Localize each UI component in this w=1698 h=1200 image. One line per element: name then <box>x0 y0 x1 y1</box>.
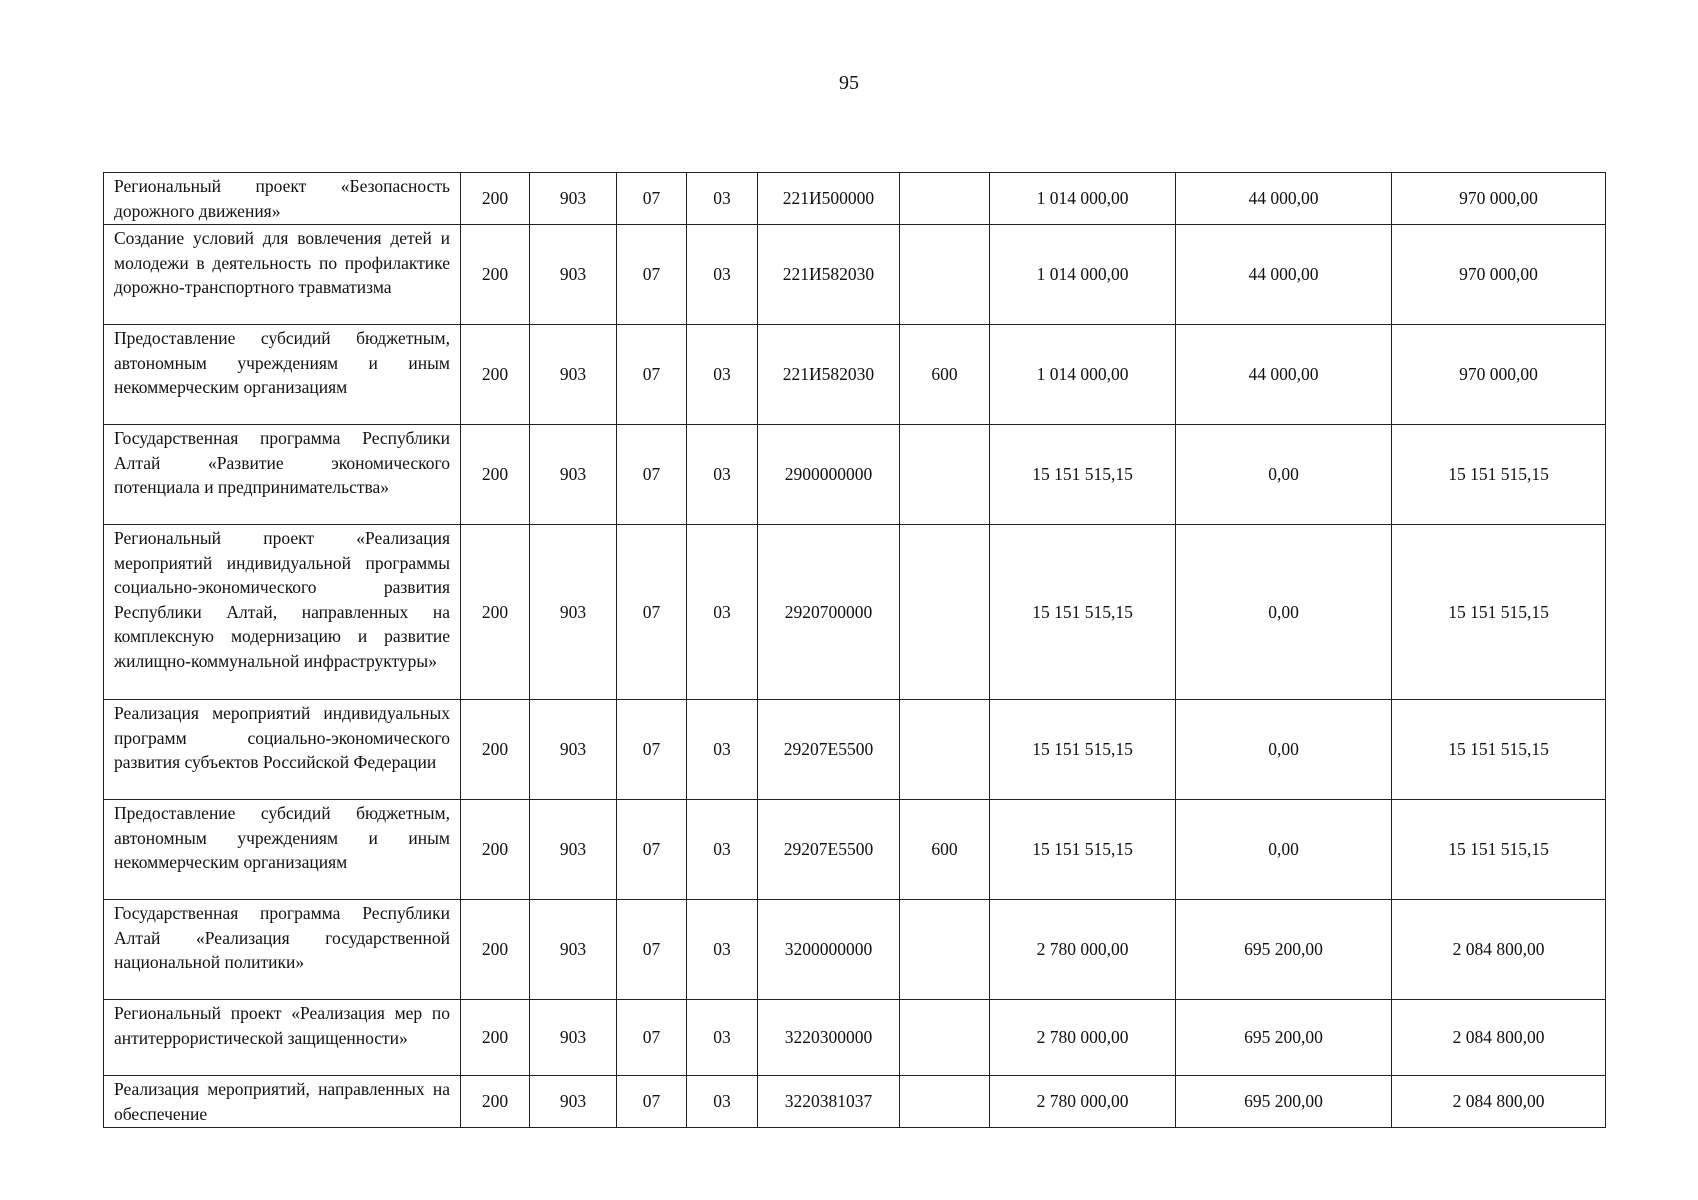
cell-target-article: 3220381037 <box>758 1076 900 1128</box>
budget-table <box>103 172 1606 1128</box>
cell-amount-3: 970 000,00 <box>1392 325 1606 425</box>
cell-expense-type <box>900 900 990 1000</box>
cell-amount-3: 2 084 800,00 <box>1392 1000 1606 1076</box>
cell-target-article: 2920700000 <box>758 525 900 700</box>
cell-subsection: 03 <box>687 900 758 1000</box>
cell-code-903: 903 <box>530 173 617 225</box>
cell-code-200: 200 <box>461 173 530 225</box>
table-row <box>104 225 1606 325</box>
cell-amount-2: 695 200,00 <box>1176 900 1392 1000</box>
cell-expense-type <box>900 1076 990 1128</box>
cell-target-article: 3220300000 <box>758 1000 900 1076</box>
cell-subsection: 03 <box>687 700 758 800</box>
cell-amount-3: 15 151 515,15 <box>1392 800 1606 900</box>
cell-amount-2: 44 000,00 <box>1176 173 1392 225</box>
cell-code-200: 200 <box>461 425 530 525</box>
cell-target-article: 3200000000 <box>758 900 900 1000</box>
cell-subsection: 03 <box>687 425 758 525</box>
cell-code-903: 903 <box>530 900 617 1000</box>
cell-amount-total: 15 151 515,15 <box>990 425 1176 525</box>
cell-section: 07 <box>617 525 687 700</box>
table-row <box>104 1076 1606 1128</box>
cell-code-200: 200 <box>461 700 530 800</box>
cell-subsection: 03 <box>687 173 758 225</box>
cell-section: 07 <box>617 325 687 425</box>
row-description: Государственная программа Республики Алтай «Реализация государственной национальной политики» <box>104 900 461 1000</box>
cell-expense-type <box>900 225 990 325</box>
cell-amount-3: 970 000,00 <box>1392 173 1606 225</box>
table-row <box>104 700 1606 800</box>
cell-code-903: 903 <box>530 1076 617 1128</box>
cell-code-200: 200 <box>461 1000 530 1076</box>
cell-section: 07 <box>617 700 687 800</box>
row-description: Региональный проект «Реализация мероприятий индивидуальной программы социально-экономического развития Республики Алтай, направленных на комплексную модернизацию и развитие жилищно-коммунальной инфраструктуры» <box>104 525 461 700</box>
cell-expense-type <box>900 425 990 525</box>
row-description: Реализация мероприятий индивидуальных программ социально-экономического развития субъектов Российской Федерации <box>104 700 461 800</box>
cell-subsection: 03 <box>687 1000 758 1076</box>
table-row <box>104 525 1606 700</box>
cell-code-200: 200 <box>461 225 530 325</box>
cell-code-903: 903 <box>530 525 617 700</box>
cell-expense-type: 600 <box>900 800 990 900</box>
cell-amount-total: 2 780 000,00 <box>990 1000 1176 1076</box>
cell-code-903: 903 <box>530 800 617 900</box>
cell-amount-total: 15 151 515,15 <box>990 800 1176 900</box>
cell-amount-2: 695 200,00 <box>1176 1000 1392 1076</box>
cell-subsection: 03 <box>687 1076 758 1128</box>
table-row <box>104 800 1606 900</box>
cell-amount-2: 695 200,00 <box>1176 1076 1392 1128</box>
row-description: Создание условий для вовлечения детей и молодежи в деятельность по профилактике дорожно-транспортного травматизма <box>104 225 461 325</box>
cell-target-article: 29207E5500 <box>758 800 900 900</box>
cell-amount-3: 970 000,00 <box>1392 225 1606 325</box>
table-row <box>104 425 1606 525</box>
cell-expense-type <box>900 173 990 225</box>
cell-target-article: 29207E5500 <box>758 700 900 800</box>
cell-expense-type <box>900 525 990 700</box>
row-description: Региональный проект «Реализация мер по антитеррористической защищенности» <box>104 1000 461 1076</box>
cell-target-article: 221И500000 <box>758 173 900 225</box>
row-description: Предоставление субсидий бюджетным, автономным учреждениям и иным некоммерческим организациям <box>104 800 461 900</box>
cell-expense-type <box>900 1000 990 1076</box>
cell-section: 07 <box>617 225 687 325</box>
cell-amount-2: 0,00 <box>1176 525 1392 700</box>
cell-amount-total: 1 014 000,00 <box>990 225 1176 325</box>
cell-code-200: 200 <box>461 1076 530 1128</box>
cell-section: 07 <box>617 900 687 1000</box>
cell-amount-total: 15 151 515,15 <box>990 525 1176 700</box>
cell-code-200: 200 <box>461 800 530 900</box>
cell-code-200: 200 <box>461 525 530 700</box>
cell-amount-3: 2 084 800,00 <box>1392 1076 1606 1128</box>
cell-amount-total: 2 780 000,00 <box>990 1076 1176 1128</box>
cell-target-article: 221И582030 <box>758 225 900 325</box>
row-description: Реализация мероприятий, направленных на обеспечение <box>104 1076 461 1128</box>
cell-amount-total: 15 151 515,15 <box>990 700 1176 800</box>
cell-target-article: 2900000000 <box>758 425 900 525</box>
cell-code-903: 903 <box>530 225 617 325</box>
cell-code-903: 903 <box>530 1000 617 1076</box>
cell-amount-2: 44 000,00 <box>1176 225 1392 325</box>
cell-expense-type: 600 <box>900 325 990 425</box>
row-description: Региональный проект «Безопасность дорожного движения» <box>104 173 461 225</box>
cell-subsection: 03 <box>687 325 758 425</box>
cell-subsection: 03 <box>687 525 758 700</box>
cell-subsection: 03 <box>687 800 758 900</box>
cell-section: 07 <box>617 800 687 900</box>
cell-amount-3: 15 151 515,15 <box>1392 425 1606 525</box>
cell-expense-type <box>900 700 990 800</box>
table-row <box>104 1000 1606 1076</box>
cell-amount-total: 1 014 000,00 <box>990 173 1176 225</box>
table-row <box>104 325 1606 425</box>
table-row <box>104 173 1606 225</box>
cell-amount-3: 15 151 515,15 <box>1392 700 1606 800</box>
cell-code-903: 903 <box>530 700 617 800</box>
cell-section: 07 <box>617 425 687 525</box>
table-row <box>104 900 1606 1000</box>
cell-amount-2: 0,00 <box>1176 425 1392 525</box>
page-number: 95 <box>839 72 859 94</box>
cell-amount-2: 0,00 <box>1176 800 1392 900</box>
cell-section: 07 <box>617 173 687 225</box>
row-description: Предоставление субсидий бюджетным, автономным учреждениям и иным некоммерческим организациям <box>104 325 461 425</box>
row-description: Государственная программа Республики Алтай «Развитие экономического потенциала и предпринимательства» <box>104 425 461 525</box>
cell-amount-total: 1 014 000,00 <box>990 325 1176 425</box>
cell-section: 07 <box>617 1000 687 1076</box>
cell-subsection: 03 <box>687 225 758 325</box>
cell-code-903: 903 <box>530 425 617 525</box>
cell-section: 07 <box>617 1076 687 1128</box>
cell-amount-2: 44 000,00 <box>1176 325 1392 425</box>
cell-code-200: 200 <box>461 900 530 1000</box>
cell-target-article: 221И582030 <box>758 325 900 425</box>
cell-code-200: 200 <box>461 325 530 425</box>
cell-code-903: 903 <box>530 325 617 425</box>
cell-amount-total: 2 780 000,00 <box>990 900 1176 1000</box>
cell-amount-3: 2 084 800,00 <box>1392 900 1606 1000</box>
cell-amount-3: 15 151 515,15 <box>1392 525 1606 700</box>
cell-amount-2: 0,00 <box>1176 700 1392 800</box>
